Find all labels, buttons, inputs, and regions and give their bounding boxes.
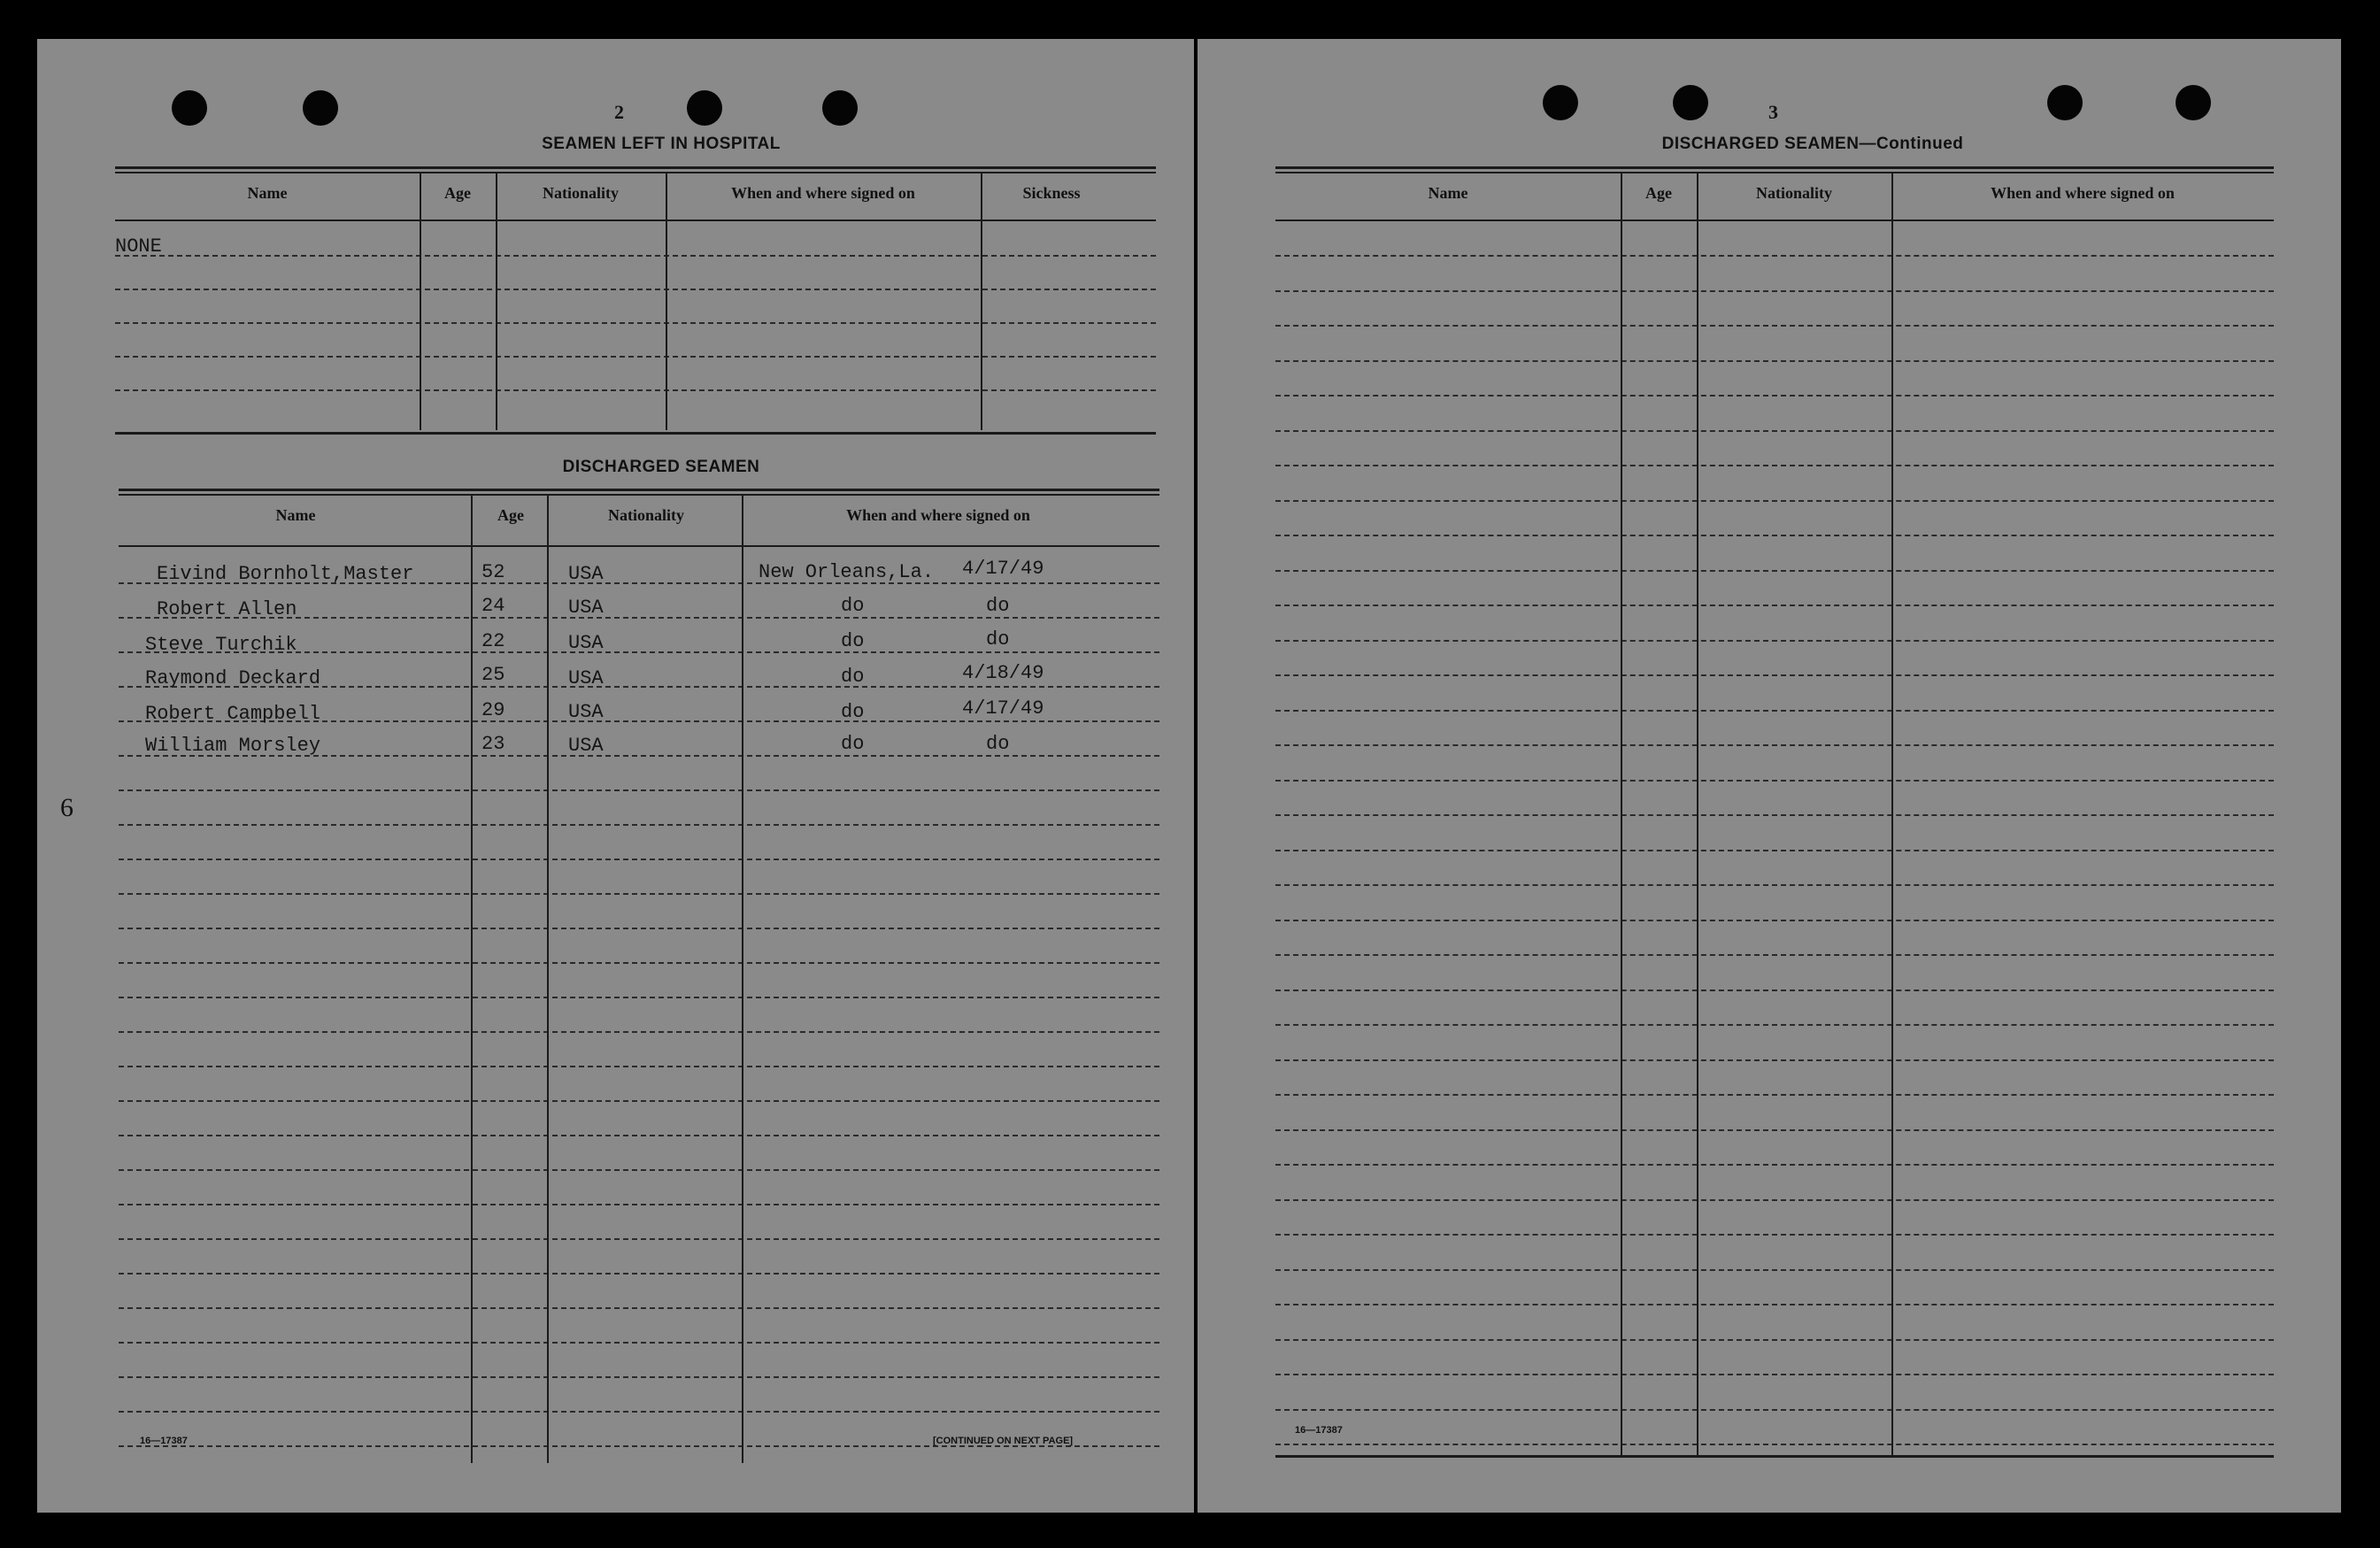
col-divider [666,173,667,430]
row-line [119,859,1159,860]
form-number: 16—17387 [1295,1425,1343,1436]
row-line [1275,674,2274,676]
row-line [1275,395,2274,397]
row-line [115,322,1156,324]
row-line [119,962,1159,964]
signed-on-date: 4/17/49 [962,697,1044,720]
seaman-name: William Morsley [145,735,321,757]
section-title-suffix: —Continued [1859,135,1964,153]
seaman-name: Steve Turchik [145,634,297,656]
row-line [1275,500,2274,502]
col-header-signed-on: When and where signed on [1991,184,2175,202]
signed-on-place: do [841,630,865,652]
col-header-signed-on: When and where signed on [731,184,915,202]
signed-on-date: do [986,733,1010,755]
seaman-name: Robert Allen [157,598,297,620]
signed-on-date: 4/17/49 [962,558,1044,580]
row-line [1275,1304,2274,1305]
seaman-nationality: USA [568,735,604,757]
col-header-nationality: Nationality [607,506,684,524]
row-line [115,289,1156,290]
row-line [1275,360,2274,362]
col-divider [1891,173,1893,1457]
punch-hole [2047,85,2083,120]
table-rule [119,545,1159,547]
section-title [1463,135,2162,154]
table-rule [1275,172,2274,173]
col-header-nationality: Nationality [1755,184,1832,202]
col-divider [471,496,473,1463]
row-line [119,1376,1159,1378]
row-line [119,928,1159,929]
page-number: 2 [614,101,624,123]
col-divider [742,496,743,1463]
seaman-name: Eivind Bornholt,Master [157,563,414,585]
col-divider [496,173,497,430]
margin-mark: 6 [60,793,73,822]
col-header-name: Name [275,506,316,524]
signed-on-place: do [841,595,865,617]
discharged-section-title: DISCHARGED SEAMEN [562,458,760,476]
signed-on-date: do [986,595,1010,617]
row-line [1275,780,2274,782]
form-number: 16—17387 [140,1436,188,1446]
hospital-section-title: SEAMEN LEFT IN HOSPITAL [542,135,781,153]
row-line [115,356,1156,358]
seaman-nationality: USA [568,701,604,723]
row-line [119,789,1159,791]
table-rule [115,172,1156,173]
row-line [115,255,1156,257]
signed-on-place: do [841,733,865,755]
col-header-nationality: Nationality [542,184,619,202]
col-divider [547,496,549,1463]
col-header-age: Age [444,184,471,202]
row-line [119,1273,1159,1275]
row-line [1275,990,2274,991]
col-header-name: Name [1428,184,1468,202]
table-rule [1275,1455,2274,1458]
row-line [119,1169,1159,1171]
punch-hole [822,90,858,126]
row-line [1275,710,2274,712]
punch-hole [2176,85,2211,120]
signed-on-place: New Orleans,La. [759,561,935,583]
row-line [1275,325,2274,327]
page-number: 3 [1768,101,1778,123]
punch-hole [1673,85,1708,120]
row-line [1275,744,2274,746]
right-page [1198,39,2341,1513]
punch-hole [1543,85,1578,120]
seaman-name: Robert Campbell [145,703,321,725]
seaman-age: 52 [481,561,505,583]
hospital-entry: NONE [115,235,162,258]
row-line [1275,605,2274,606]
seaman-nationality: USA [568,632,604,654]
row-line [1275,1129,2274,1131]
row-line [1275,1234,2274,1236]
row-line [1275,1059,2274,1061]
seaman-age: 24 [481,595,505,617]
row-line [119,1031,1159,1033]
row-line [119,824,1159,826]
row-line [1275,465,2274,466]
row-line [1275,255,2274,257]
col-header-signed-on: When and where signed on [846,506,1030,524]
row-line [119,1100,1159,1102]
col-divider [981,173,982,430]
row-line [1275,1444,2274,1445]
seaman-nationality: USA [568,563,604,585]
punch-hole [687,90,722,126]
row-line [119,997,1159,998]
left-page [37,39,1194,1513]
seaman-nationality: USA [568,667,604,689]
col-divider [1621,173,1622,1457]
col-divider [1697,173,1698,1457]
signed-on-place: do [841,701,865,723]
col-header-name: Name [247,184,288,202]
seaman-age: 25 [481,664,505,686]
row-line [1275,884,2274,886]
signed-on-place: do [841,666,865,688]
col-divider [420,173,421,430]
seaman-name: Raymond Deckard [145,667,321,689]
row-line [119,1307,1159,1309]
punch-hole [303,90,338,126]
seaman-age: 22 [481,630,505,652]
table-rule [1275,166,2274,169]
row-line [1275,640,2274,642]
signed-on-date: 4/18/49 [962,662,1044,684]
punch-hole [172,90,207,126]
section-title-text: DISCHARGED SEAMEN [1661,135,1860,153]
row-line [119,1342,1159,1344]
col-header-age: Age [497,506,524,524]
row-line [1275,570,2274,572]
row-line [119,893,1159,895]
row-line [119,1238,1159,1240]
row-line [1275,1199,2274,1201]
row-line [1275,430,2274,432]
col-header-age: Age [1645,184,1672,202]
table-rule [115,219,1156,221]
row-line [119,1066,1159,1067]
row-line [1275,1339,2274,1341]
seaman-age: 23 [481,733,505,755]
table-rule [119,489,1159,491]
row-line [1275,850,2274,851]
seaman-age: 29 [481,699,505,721]
row-line [1275,1409,2274,1411]
row-line [119,1135,1159,1136]
row-line [1275,1269,2274,1271]
signed-on-date: do [986,628,1010,651]
col-header-sickness: Sickness [1022,184,1081,202]
row-line [1275,920,2274,921]
seaman-nationality: USA [568,597,604,619]
row-line [1275,1164,2274,1166]
row-line [119,1204,1159,1205]
continued-note: [CONTINUED ON NEXT PAGE] [933,1436,1074,1446]
row-line [1275,1024,2274,1026]
row-line [1275,535,2274,536]
row-line [115,389,1156,391]
row-line [1275,954,2274,956]
row-line [119,1411,1159,1413]
table-rule [115,166,1156,169]
table-rule [115,432,1156,435]
row-line [1275,290,2274,292]
table-rule [1275,219,2274,221]
row-line [1275,1374,2274,1375]
table-rule [119,494,1159,496]
row-line [1275,1094,2274,1096]
row-line [1275,814,2274,816]
